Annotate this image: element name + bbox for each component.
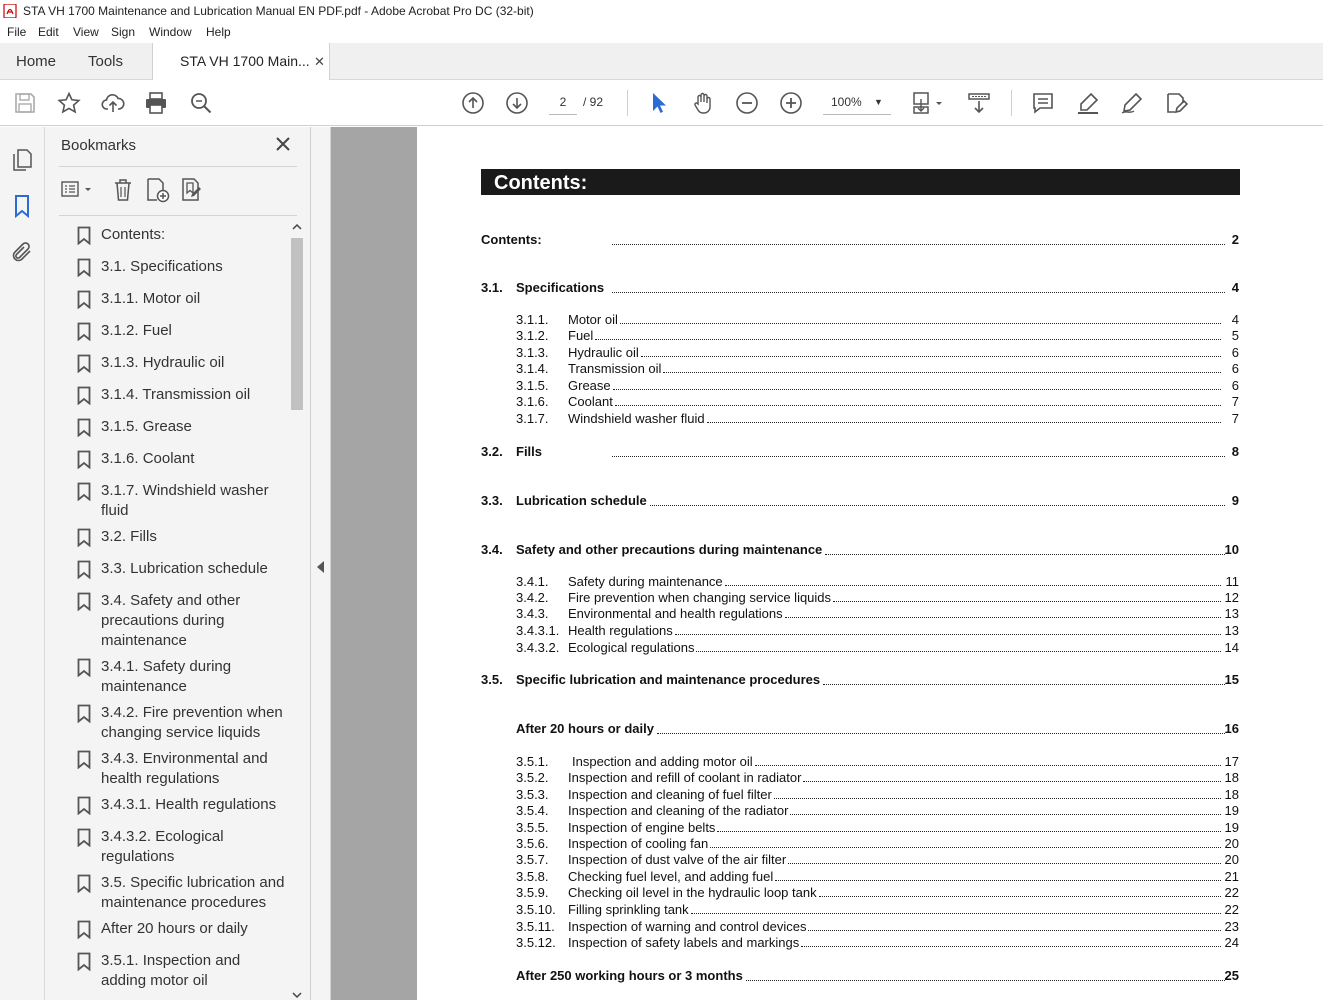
leader-dots (808, 929, 1221, 931)
toc-title: Windshield washer fluid (568, 411, 705, 426)
bookmark-icon (77, 750, 91, 769)
toc-number: 3.5.4. (516, 803, 549, 818)
toc-page: 22 (1224, 885, 1239, 900)
toc-number: 3.4.1. (516, 574, 549, 589)
scroll-down-icon[interactable] (292, 991, 302, 999)
toc-page: 14 (1224, 640, 1239, 655)
toc-title: Fuel (568, 328, 594, 343)
tab-tools[interactable]: Tools (88, 53, 124, 70)
bookmark-label: 3.4. Safety and other precautions during maintenance (101, 592, 241, 649)
scroll-mode-icon[interactable] (967, 91, 991, 115)
upload-cloud-icon[interactable] (101, 91, 125, 115)
bookmark-properties-icon[interactable] (179, 177, 205, 203)
toc-entry (516, 770, 1236, 786)
bookmark-options-icon[interactable] (60, 177, 96, 203)
toc-page: 20 (1224, 836, 1239, 851)
bookmark-icon (77, 828, 91, 847)
print-icon[interactable] (144, 91, 168, 115)
scroll-up-icon[interactable] (292, 223, 302, 231)
toc-number: 3.1.3. (516, 345, 549, 360)
leader-dots (819, 895, 1221, 897)
leader-dots (710, 846, 1221, 848)
contents-header: Contents: (494, 172, 588, 194)
page-down-icon[interactable] (505, 91, 529, 115)
bookmark-icon (77, 386, 91, 405)
bookmark-icon (77, 322, 91, 341)
toc-page: 18 (1224, 770, 1239, 785)
toc-page: 23 (1224, 919, 1239, 934)
toc-title: Environmental and health regulations (568, 606, 783, 621)
leader-dots (657, 732, 1225, 734)
toc-title: Inspection of dust valve of the air filter (568, 852, 787, 867)
collapse-arrow-icon (317, 561, 324, 573)
tab-document-label: STA VH 1700 Main... (180, 53, 310, 69)
bookmark-icon (77, 796, 91, 815)
toc-page: 19 (1224, 820, 1239, 835)
leader-dots (612, 243, 1225, 245)
tab-bar (0, 43, 1323, 80)
toc-number: 3.1.5. (516, 378, 549, 393)
chevron-down-icon: ▼ (874, 97, 883, 107)
toc-page: 19 (1224, 803, 1239, 818)
toc-entry (516, 394, 1236, 410)
bookmark-label: 3.1.2. Fuel (101, 322, 172, 339)
close-icon[interactable] (274, 135, 292, 153)
toc-section (481, 542, 1241, 560)
zoom-out-icon[interactable] (735, 91, 759, 115)
leader-dots (696, 650, 1221, 652)
bookmark-label: 3.4.3. Environmental and health regulations (101, 750, 268, 787)
leader-dots (595, 338, 1221, 340)
bookmark-label: 3.1.5. Grease (101, 418, 192, 435)
toc-page: 18 (1224, 787, 1239, 802)
hand-tool-icon[interactable] (691, 91, 715, 115)
bookmark-label: 3.4.1. Safety during maintenance (101, 658, 232, 695)
menu-window[interactable]: Window (149, 25, 192, 39)
toc-title: Fire prevention when changing service liquids (568, 590, 832, 605)
bookmark-icon (77, 290, 91, 309)
leader-dots (615, 404, 1221, 406)
leader-dots (788, 862, 1221, 864)
toc-page: 8 (1231, 444, 1239, 459)
toc-page: 12 (1224, 590, 1239, 605)
bookmark-scrollbar[interactable] (290, 220, 304, 1000)
toc-number: 3.1. (481, 280, 503, 295)
toc-page: 6 (1231, 361, 1239, 376)
toc-page: 11 (1225, 574, 1239, 589)
toc-number: 3.1.2. (516, 328, 549, 343)
leader-dots (663, 371, 1221, 373)
toc-number: 3.5.8. (516, 869, 549, 884)
bookmark-label: 3.1. Specifications (101, 258, 223, 275)
toc-page: 4 (1231, 280, 1239, 295)
bookmark-icon (77, 258, 91, 277)
toc-page: 9 (1231, 493, 1239, 508)
toc-number: 3.1.7. (516, 411, 549, 426)
toc-entry (516, 820, 1236, 836)
toc-title: Inspection and cleaning of the radiator (568, 803, 789, 818)
toc-number: 3.5.9. (516, 885, 549, 900)
toc-number: 3.2. (481, 444, 503, 459)
close-tab-icon[interactable]: ✕ (314, 54, 325, 69)
bookmark-icon (77, 952, 91, 971)
toc-page: 20 (1224, 852, 1239, 867)
toc-number: 3.4.3.1. (516, 623, 560, 638)
toc-number: 3.5.11. (516, 919, 555, 934)
toc-number: 3.5.6. (516, 836, 549, 851)
menu-sign[interactable]: Sign (111, 25, 136, 39)
menu-view[interactable]: View (73, 25, 99, 39)
leader-dots (755, 764, 1221, 766)
toc-title: Inspection of warning and control devices (568, 919, 807, 934)
bookmark-label: 3.1.6. Coolant (101, 450, 195, 467)
toc-title: Filling sprinkling tank (568, 902, 689, 917)
toc-number: 3.5. (481, 672, 503, 687)
toc-entry (516, 590, 1236, 606)
bookmark-label: 3.5. Specific lubrication and maintenance procedures (101, 874, 285, 911)
bookmark-icon (77, 704, 91, 723)
bookmark-label: 3.1.1. Motor oil (101, 290, 201, 307)
leader-dots (790, 813, 1221, 815)
leader-dots (825, 553, 1225, 555)
contents-header-bar (481, 169, 1240, 195)
toc-entry (516, 869, 1236, 885)
toc-page: 15 (1224, 672, 1239, 687)
bookmark-icon (77, 418, 91, 437)
toc-entry (516, 312, 1236, 328)
toc-entry (516, 803, 1236, 819)
toc-entry (516, 935, 1236, 951)
bookmark-icon (77, 658, 91, 677)
leader-dots (691, 912, 1221, 914)
toc-title: Specific lubrication and maintenance procedures (516, 672, 821, 687)
leader-dots (707, 421, 1221, 423)
page-total: / 92 (583, 95, 604, 109)
toolbar-divider (627, 90, 628, 116)
divider (59, 166, 297, 167)
bookmark-icon (77, 354, 91, 373)
document-gutter (331, 127, 417, 1000)
toc-title: Lubrication schedule (516, 493, 647, 508)
save-icon[interactable] (13, 91, 37, 115)
window-title: STA VH 1700 Maintenance and Lubrication Manual EN PDF.pdf - Adobe Acrobat Pro DC (32-bit) (23, 4, 534, 18)
comment-icon[interactable] (1031, 91, 1055, 115)
toc-title: Safety during maintenance (568, 574, 723, 589)
tab-document[interactable] (152, 43, 330, 81)
edit-document-icon[interactable] (1164, 91, 1188, 115)
menu-file[interactable]: File (7, 25, 27, 39)
bookmark-icon (77, 874, 91, 893)
highlight-pen-icon[interactable] (1076, 91, 1100, 115)
toc-title: Inspection of safety labels and markings (568, 935, 800, 950)
toc-number: 3.4.3.2. (516, 640, 560, 655)
toc-number: 3.5.10. (516, 902, 556, 917)
toc-entry (516, 328, 1236, 344)
toc-entry (516, 361, 1236, 377)
bookmark-icon (77, 920, 91, 939)
toc-page: 6 (1231, 345, 1239, 360)
menu-edit[interactable]: Edit (38, 25, 59, 39)
toc-number: 3.3. (481, 493, 503, 508)
toc-number: 3.5.5. (516, 820, 549, 835)
leader-dots (774, 797, 1221, 799)
toc-entry (516, 902, 1236, 918)
toc-page: 7 (1231, 411, 1239, 426)
leader-dots (620, 322, 1221, 324)
toc-section (481, 672, 1241, 690)
toc-title: Contents: (481, 232, 542, 247)
toc-entry (516, 852, 1236, 868)
leader-dots (641, 355, 1221, 357)
toc-section (481, 444, 1241, 462)
toc-page: 5 (1231, 328, 1239, 343)
zoom-value: 100% (831, 95, 862, 109)
toc-entry (516, 411, 1236, 427)
leader-dots (803, 780, 1221, 782)
toc-number: 3.4.3. (516, 606, 549, 621)
toc-page: 13 (1224, 606, 1239, 621)
toc-number: 3.1.4. (516, 361, 549, 376)
toc-section (481, 968, 1241, 986)
bookmark-icon (77, 592, 91, 611)
leader-dots (833, 600, 1221, 602)
leader-dots (775, 879, 1221, 881)
toc-title: Coolant (568, 394, 613, 409)
toolbar (0, 80, 1323, 126)
toc-number: 3.4.2. (516, 590, 549, 605)
star-icon[interactable] (57, 91, 81, 115)
bookmarks-panel (45, 127, 311, 1000)
toc-entry (516, 754, 1236, 770)
toc-title: Safety and other precautions during maintenance (516, 542, 823, 557)
toc-entry (516, 345, 1236, 361)
bookmark-label: 3.5.1. Inspection and adding motor oil (101, 952, 241, 989)
toc-title: Inspection and cleaning of fuel filter (568, 787, 772, 802)
toc-title: Ecological regulations (568, 640, 695, 655)
toc-section (481, 232, 1241, 250)
toc-entry (516, 378, 1236, 394)
title-bar (0, 0, 1323, 22)
document-page (417, 127, 1323, 1000)
toc-title: After 250 working hours or 3 months (516, 968, 743, 983)
bookmark-label: 3.2. Fills (101, 528, 157, 545)
bookmark-icon (77, 560, 91, 579)
toc-page: 13 (1224, 623, 1239, 638)
attachments-icon[interactable] (10, 240, 34, 264)
toc-title: Hydraulic oil (568, 345, 639, 360)
toc-section (481, 493, 1241, 511)
toc-page: 25 (1224, 968, 1239, 983)
bookmark-label: Contents: (101, 226, 166, 243)
bookmark-icon (77, 528, 91, 547)
leader-dots (675, 633, 1221, 635)
bookmark-label: 3.4.3.1. Health regulations (101, 796, 277, 813)
toc-number: 3.5.2. (516, 770, 549, 785)
leader-dots (613, 388, 1221, 390)
bookmark-label: 3.1.7. Windshield washer fluid (101, 482, 269, 519)
leader-dots (823, 683, 1225, 685)
zoom-search-icon[interactable] (189, 91, 213, 115)
bookmarks-panel-icon[interactable] (10, 194, 34, 218)
toc-title: Grease (568, 378, 611, 393)
toc-title: Checking oil level in the hydraulic loop tank (568, 885, 817, 900)
toc-page: 6 (1231, 378, 1239, 393)
toc-title: Inspection of engine belts (568, 820, 716, 835)
new-bookmark-icon[interactable] (144, 177, 170, 203)
toc-page: 17 (1224, 754, 1239, 769)
leader-dots (650, 504, 1225, 506)
delete-bookmark-icon[interactable] (110, 177, 136, 203)
toc-title: Inspection and adding motor oil (572, 754, 753, 769)
toc-number: 3.5.12. (516, 935, 556, 950)
toc-number: 3.1.1. (516, 312, 549, 327)
toc-number: 3.5.3. (516, 787, 549, 802)
toc-entry (516, 640, 1236, 656)
page-up-icon[interactable] (461, 91, 485, 115)
leader-dots (785, 616, 1221, 618)
toc-page: 7 (1231, 394, 1239, 409)
draw-pen-icon[interactable] (1120, 91, 1144, 115)
toc-page: 2 (1231, 232, 1239, 247)
toc-entry (516, 606, 1236, 622)
bookmark-icon (77, 482, 91, 501)
divider (59, 215, 297, 216)
bookmark-label: 3.1.4. Transmission oil (101, 386, 251, 403)
bookmark-list (59, 219, 289, 1000)
toc-number: 3.4. (481, 542, 503, 557)
menu-help[interactable]: Help (206, 25, 231, 39)
bookmark-label: 3.3. Lubrication schedule (101, 560, 268, 577)
bookmark-icon (77, 450, 91, 469)
panel-collapse-handle[interactable] (311, 127, 331, 1000)
zoom-in-icon[interactable] (779, 91, 803, 115)
leader-dots (801, 945, 1221, 947)
toc-entry (516, 919, 1236, 935)
toc-title: Transmission oil (568, 361, 662, 376)
toc-title: Motor oil (568, 312, 618, 327)
toc-title: Specifications (516, 280, 605, 295)
toc-page: 24 (1224, 935, 1239, 950)
toc-title: Fills (516, 444, 543, 459)
page-thumbnails-icon[interactable] (10, 148, 34, 172)
left-navigation-rail (0, 127, 45, 1000)
menu-bar (0, 22, 1323, 43)
toc-title: Health regulations (568, 623, 673, 638)
toc-title: Inspection and refill of coolant in radiator (568, 770, 802, 785)
acrobat-icon (3, 4, 17, 18)
toc-title: After 20 hours or daily (516, 721, 654, 736)
zoom-dropdown[interactable] (823, 90, 891, 115)
toc-page: 4 (1231, 312, 1239, 327)
bookmark-icon (77, 226, 91, 245)
leader-dots (717, 830, 1221, 832)
bookmarks-title: Bookmarks (61, 137, 137, 154)
toc-entry (516, 623, 1236, 639)
toc-title: Inspection of cooling fan (568, 836, 709, 851)
page-number-input[interactable]: 2 (549, 90, 577, 115)
toc-number: 3.5.1. (516, 754, 549, 769)
leader-dots (612, 291, 1225, 293)
toc-entry (516, 836, 1236, 852)
toc-entry (516, 574, 1236, 590)
leader-dots (746, 979, 1225, 981)
toc-page: 16 (1224, 721, 1239, 736)
toc-number: 3.1.6. (516, 394, 549, 409)
select-cursor-icon[interactable] (647, 91, 671, 115)
toc-page: 21 (1224, 869, 1239, 884)
toc-section (481, 721, 1241, 739)
toc-page: 22 (1224, 902, 1239, 917)
toc-entry (516, 787, 1236, 803)
toc-section (481, 280, 1241, 298)
leader-dots (725, 584, 1221, 586)
leader-dots (612, 455, 1225, 457)
toc-number: 3.5.7. (516, 852, 549, 867)
toolbar-divider (1011, 90, 1012, 116)
fit-page-icon[interactable] (911, 91, 945, 115)
tab-home[interactable]: Home (16, 53, 57, 70)
bookmark-label: After 20 hours or daily (101, 920, 248, 937)
scrollbar-thumb[interactable] (291, 238, 303, 410)
bookmark-label: 3.4.2. Fire prevention when changing service liquids (101, 704, 283, 741)
toc-title: Checking fuel level, and adding fuel (568, 869, 774, 884)
bookmark-label: 3.4.3.2. Ecological regulations (101, 828, 224, 865)
toc-entry (516, 885, 1236, 901)
toc-page: 10 (1224, 542, 1239, 557)
bookmark-label: 3.1.3. Hydraulic oil (101, 354, 225, 371)
